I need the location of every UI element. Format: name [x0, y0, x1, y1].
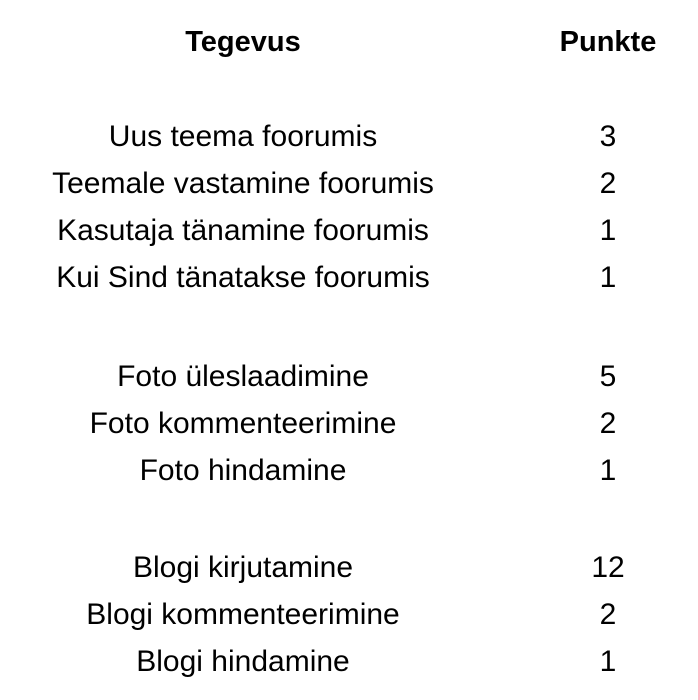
points-cell: 12 — [591, 551, 625, 584]
table-row — [0, 207, 698, 254]
activity-cell: Kui Sind tänatakse foorumis — [56, 261, 430, 294]
activity-cell: Blogi kirjutamine — [132, 551, 354, 584]
points-cell: 3 — [599, 120, 617, 153]
activity-cell: Kasutaja tänamine foorumis — [57, 214, 429, 247]
activity-cell: Foto hindamine — [139, 454, 347, 487]
table-row — [0, 447, 698, 494]
activity-cell: Foto üleslaadimine — [117, 360, 369, 393]
activity-cell: Foto kommenteerimine — [89, 407, 397, 440]
points-cell: 2 — [599, 407, 617, 440]
points-cell: 1 — [599, 261, 617, 294]
points-cell: 1 — [599, 214, 617, 247]
table-row — [0, 160, 698, 207]
table-row — [0, 544, 698, 591]
table-row — [0, 400, 698, 447]
table-row — [0, 638, 698, 685]
activity-cell: Teemale vastamine foorumis — [52, 167, 434, 200]
group-blog — [0, 544, 698, 685]
points-cell: 5 — [599, 360, 617, 393]
points-cell: 2 — [599, 167, 617, 200]
table-row — [0, 254, 698, 301]
activity-cell: Blogi kommenteerimine — [86, 598, 400, 631]
table-row — [0, 591, 698, 638]
table-row — [0, 113, 698, 160]
header-points: Punkte — [559, 26, 657, 58]
group-photo — [0, 353, 698, 494]
table-row — [0, 353, 698, 400]
table-header — [0, 22, 698, 62]
group-forum — [0, 113, 698, 301]
activity-cell: Blogi hindamine — [136, 645, 350, 678]
points-cell: 1 — [599, 645, 617, 678]
activity-cell: Uus teema foorumis — [108, 120, 378, 153]
points-cell: 1 — [599, 454, 617, 487]
header-activity: Tegevus — [185, 26, 301, 58]
points-cell: 2 — [599, 598, 617, 631]
